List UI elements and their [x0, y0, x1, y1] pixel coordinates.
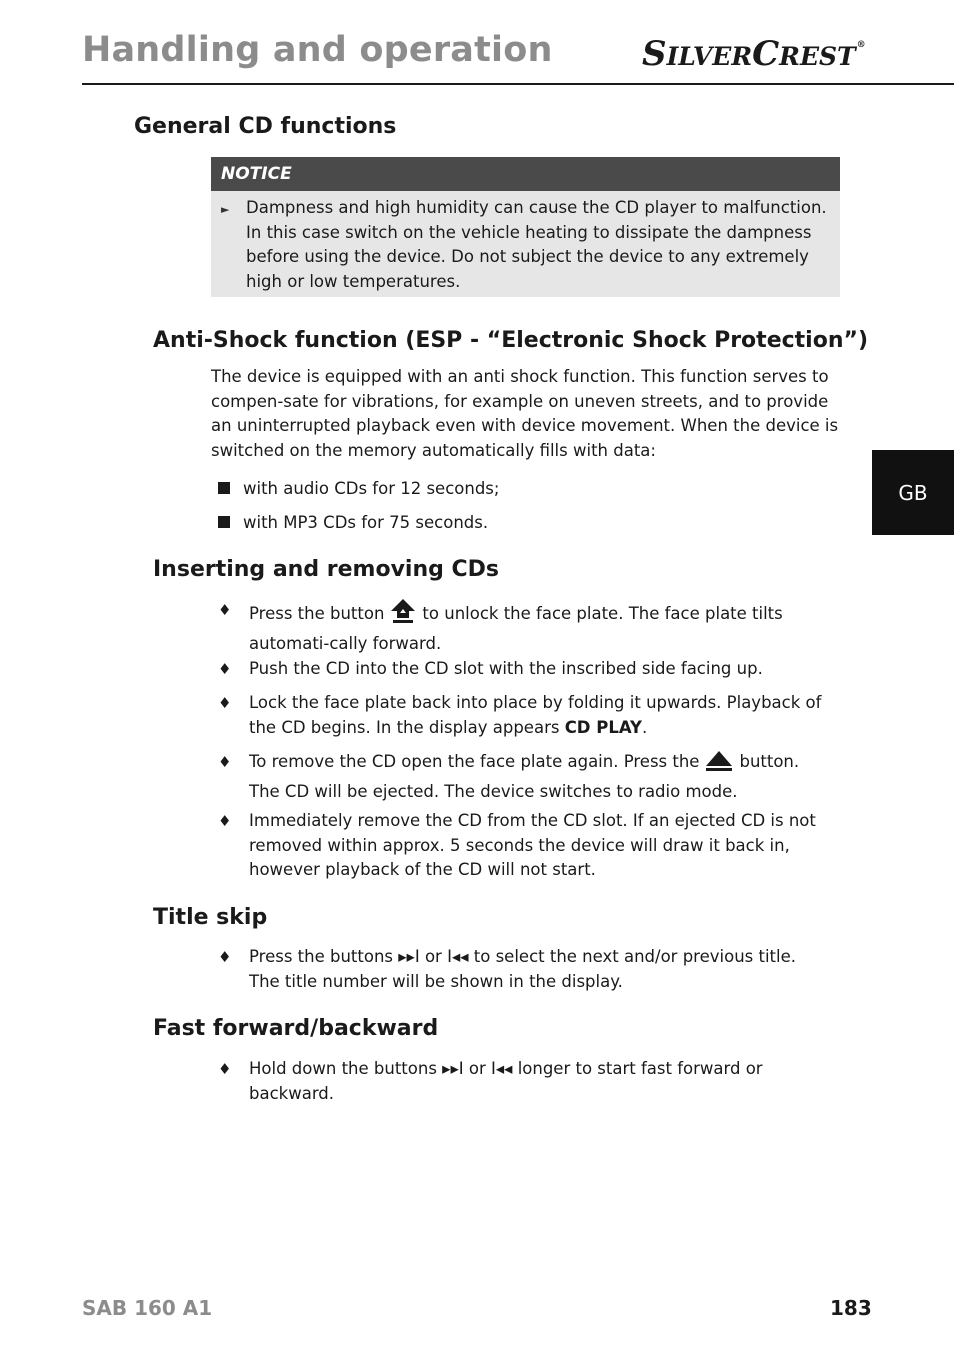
language-tab: GB [872, 450, 954, 535]
diamond-bullet-icon: ♦ [218, 753, 232, 771]
list-item: Immediately remove the CD from the CD slot. If an ejected CD is not removed within approx. 5 seconds the device will draw it back in, however playback of the CD will not start. [249, 811, 816, 880]
diamond-bullet-icon: ♦ [218, 601, 232, 619]
section-heading-fast-forward: Fast forward/backward [153, 1016, 439, 1041]
list-item: Push the CD into the CD slot with the inscribed side facing up. [249, 659, 763, 678]
list-item: with audio CDs for 12 seconds; [243, 479, 500, 498]
list-item: Hold down the buttons ▸▸I or I◂◂ longer to start fast forward or backward. [249, 1059, 763, 1103]
diamond-bullet-icon: ♦ [218, 1060, 232, 1078]
face-plate-release-icon [390, 598, 416, 632]
page-title: Handling and operation [82, 30, 553, 70]
diamond-bullet-icon: ♦ [218, 660, 232, 678]
display-text-cd-play: CD PLAY [564, 717, 642, 737]
diamond-bullet-icon: ♦ [218, 694, 232, 712]
header-rule [82, 83, 954, 85]
previous-track-icon: I◂◂ [447, 947, 469, 966]
notice-label: NOTICE [211, 157, 840, 191]
diamond-bullet-icon: ♦ [218, 948, 232, 966]
list-item: Press the button to unlock the face plate. The face plate tilts automati-cally forward. [249, 598, 839, 656]
next-track-icon: ▸▸I [398, 947, 420, 966]
diamond-bullet-icon: ♦ [218, 812, 232, 830]
list-item: Press the buttons ▸▸I or I◂◂ to select the next and/or previous title. The title number will be shown in the display. [249, 947, 796, 991]
section-heading-general-cd: General CD functions [134, 114, 397, 139]
section-heading-inserting: Inserting and removing CDs [153, 557, 500, 582]
notice-text: Dampness and high humidity can cause the CD player to malfunction. In this case switch on the vehicle heating to dissipate the dampness before using the device. Do not subject the device to any extremely high or low temperatures. [246, 198, 827, 291]
section-heading-title-skip: Title skip [153, 905, 268, 930]
notice-box [211, 157, 840, 297]
page-number: 183 [830, 1296, 872, 1320]
brand-logo: SILVERCREST® [642, 34, 866, 74]
previous-track-icon: I◂◂ [491, 1059, 513, 1078]
list-item: To remove the CD open the face plate again. Press the button. The CD will be ejected. The device switches to radio mode. [249, 752, 800, 801]
next-track-icon: ▸▸I [442, 1059, 464, 1078]
eject-icon [705, 750, 733, 780]
notice-arrow-icon: ► [221, 203, 230, 216]
square-bullet-icon [218, 516, 230, 528]
square-bullet-icon [218, 482, 230, 494]
list-item: with MP3 CDs for 75 seconds. [243, 513, 489, 532]
list-item: Lock the face plate back into place by folding it upwards. Playback of the CD begins. In the display appears CD PLAY. [249, 693, 822, 737]
anti-shock-body: The device is equipped with an anti shock function. This function serves to compen-sate for vibrations, for example on uneven streets, and to provide an uninterrupted playback even with device movement. When the device is switched on the memory automatically fills with data: [211, 367, 839, 460]
footer-model: SAB 160 A1 [82, 1296, 213, 1320]
section-heading-anti-shock: Anti-Shock function (ESP - “Electronic Shock Protection”) [153, 328, 868, 353]
